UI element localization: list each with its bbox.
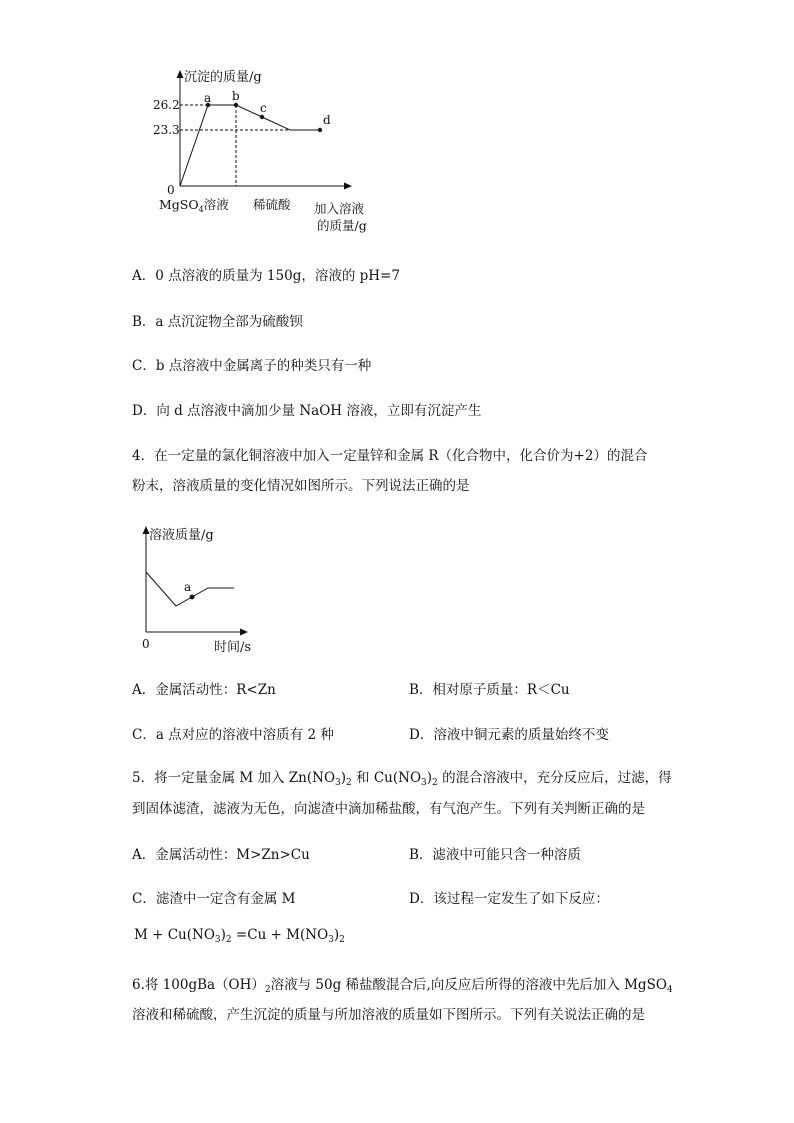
precipitate-mass-chart bbox=[150, 62, 390, 242]
q3-option-c: C．b 点溶液中金属离子的种类只有一种 bbox=[132, 358, 372, 374]
q5-stem-line1: 5．将一定量金属 M 加入 $Zn(NO_3)_2$ 和 $Cu(NO_3)_2$ 的混合溶液中，充分反应后，过滤，得 bbox=[132, 770, 672, 788]
x-axis-label: 时间/s bbox=[214, 640, 252, 655]
x-segment-h2so4: 稀硫酸 bbox=[253, 197, 291, 212]
x-axis-arrow bbox=[240, 629, 248, 636]
q4-option-c: C．a 点对应的溶液中溶质有 2 种 bbox=[132, 727, 334, 743]
q5-option-b: B．滤液中可能只含一种溶质 bbox=[409, 847, 581, 863]
q4-option-d: D．溶液中铜元素的质量始终不变 bbox=[409, 727, 609, 743]
q3-option-b: B．a 点沉淀物全部为硫酸钡 bbox=[132, 314, 303, 330]
x-axis-arrow bbox=[344, 183, 352, 190]
y-axis-label: 沉淀的质量/g bbox=[184, 70, 262, 85]
x-axis-label-2: 的质量/g bbox=[317, 218, 367, 233]
q6-stem-line1: 6.将 $100gBa(OH)_2$溶液与 50g 稀盐酸混合后,向反应后所得的溶液中先后加入 MgSO$_4$ bbox=[132, 977, 673, 995]
x-segment-mgso4: MgSO$_4$溶液 bbox=[159, 197, 229, 214]
label-c: c bbox=[260, 101, 267, 115]
origin-label: 0 bbox=[142, 637, 150, 651]
q5-option-a: A．金属活动性：M>Zn>Cu bbox=[132, 847, 310, 863]
y-axis-label: 溶液质量/g bbox=[149, 528, 214, 543]
y-axis-arrow bbox=[177, 70, 184, 78]
label-d: d bbox=[323, 113, 331, 127]
label-b: b bbox=[232, 89, 240, 103]
q3-option-a: A．0 点溶液的质量为 150g，溶液的 pH=7 bbox=[132, 268, 400, 284]
solution-mass-chart bbox=[134, 520, 264, 660]
point-b bbox=[234, 103, 238, 107]
precipitate-curve bbox=[180, 105, 320, 186]
label-a: a bbox=[204, 91, 212, 105]
point-a bbox=[190, 595, 195, 600]
tick-26-2: 26.2 bbox=[153, 98, 180, 112]
point-c bbox=[260, 115, 264, 119]
origin-label: 0 bbox=[167, 183, 175, 197]
q5-stem-line2: 到固体滤渣，滤液为无色，向滤渣中滴加稀盐酸，有气泡产生。下列有关判断正确的是 bbox=[132, 801, 645, 817]
q6-stem-line2: 溶液和稀硫酸，产生沉淀的质量与所加溶液的质量如下图所示。下列有关说法正确的是 bbox=[132, 1007, 645, 1023]
q4-option-a: A．金属活动性：R<Zn bbox=[132, 682, 276, 698]
q4-stem-line2: 粉末，溶液质量的变化情况如图所示。下列说法正确的是 bbox=[132, 478, 470, 494]
point-d bbox=[318, 128, 322, 132]
q5-option-c: C．滤渣中一定含有金属 M bbox=[132, 891, 296, 907]
label-a: a bbox=[184, 580, 192, 594]
q5-option-d: D．该过程一定发生了如下反应： bbox=[409, 891, 609, 907]
q4-option-b: B．相对原子质量：R＜Cu bbox=[409, 682, 570, 698]
q3-option-d: D．向 d 点溶液中滴加少量 NaOH 溶液，立即有沉淀产生 bbox=[132, 403, 482, 419]
q5-reaction-equation: $M + Cu(NO_3)_2 =Cu + M(NO_3)_2$ bbox=[134, 927, 345, 945]
tick-23-3: 23.3 bbox=[153, 123, 180, 137]
x-axis-label-1: 加入溶液 bbox=[314, 201, 365, 216]
q4-stem-line1: 4．在一定量的氯化铜溶液中加入一定量锌和金属 R（化合物中，化合价为+2）的混合 bbox=[132, 448, 648, 464]
